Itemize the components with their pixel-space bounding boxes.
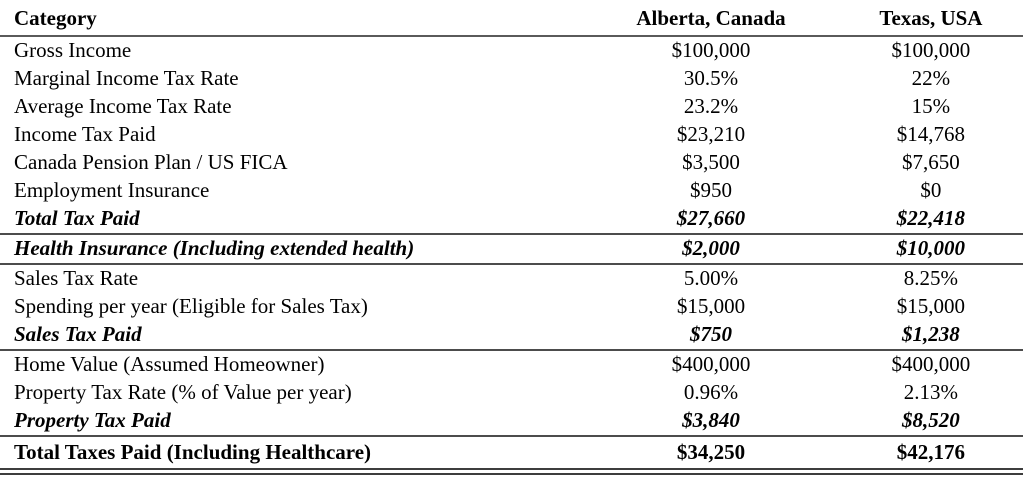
- value-alberta: $2,000: [583, 234, 839, 264]
- value-alberta: 0.96%: [683, 380, 739, 405]
- column-header-texas: Texas, USA: [839, 0, 1023, 36]
- value-texas: $42,176: [839, 436, 1023, 472]
- table-row: [0, 149, 1023, 177]
- row-label: Total Taxes Paid (Including Healthcare): [0, 436, 583, 472]
- row-label: Total Tax Paid: [0, 205, 583, 234]
- value-alberta: 23.2%: [683, 94, 739, 119]
- table-row: [0, 36, 1023, 65]
- value-texas: $10,000: [839, 234, 1023, 264]
- table-row: [0, 379, 1023, 407]
- row-label: Home Value (Assumed Homeowner): [14, 352, 325, 377]
- table-row: [0, 121, 1023, 149]
- header-row: [0, 0, 1023, 36]
- table-row: [0, 177, 1023, 205]
- column-header-category: Category: [0, 0, 583, 36]
- value-alberta: $750: [583, 321, 839, 350]
- value-alberta: $3,840: [583, 407, 839, 436]
- row-label: Gross Income: [14, 38, 132, 63]
- row-label: Marginal Income Tax Rate: [14, 66, 239, 91]
- row-label: Property Tax Paid: [0, 407, 583, 436]
- value-texas: $22,418: [839, 205, 1023, 234]
- row-label: Income Tax Paid: [14, 122, 156, 147]
- row-label: Health Insurance (Including extended health): [0, 234, 583, 264]
- table-header: [0, 0, 1023, 36]
- value-texas: $14,768: [896, 122, 966, 147]
- value-texas: $400,000: [891, 352, 971, 377]
- row-label: Sales Tax Paid: [0, 321, 583, 350]
- value-texas: $7,650: [902, 150, 960, 175]
- table-row: [0, 93, 1023, 121]
- value-alberta: $27,660: [583, 205, 839, 234]
- value-texas: $8,520: [839, 407, 1023, 436]
- table-body: [0, 36, 1023, 472]
- table-row: [0, 436, 1023, 472]
- value-texas: $0: [920, 178, 942, 203]
- value-alberta: $3,500: [682, 150, 740, 175]
- row-label: Sales Tax Rate: [14, 266, 139, 291]
- value-texas: 15%: [911, 94, 951, 119]
- value-texas: $15,000: [896, 294, 966, 319]
- value-alberta: $34,250: [583, 436, 839, 472]
- row-label: Canada Pension Plan / US FICA: [14, 150, 288, 175]
- row-label: Spending per year (Eligible for Sales Tax): [14, 294, 368, 319]
- table-row: [0, 264, 1023, 293]
- value-alberta: 30.5%: [683, 66, 739, 91]
- row-label: Average Income Tax Rate: [14, 94, 232, 119]
- value-texas: $1,238: [839, 321, 1023, 350]
- row-label: Employment Insurance: [14, 178, 210, 203]
- table-row: [0, 205, 1023, 234]
- value-texas: 22%: [911, 66, 951, 91]
- column-header-alberta: Alberta, Canada: [583, 0, 839, 36]
- value-texas: 2.13%: [903, 380, 959, 405]
- value-texas: $100,000: [891, 38, 971, 63]
- value-alberta: $23,210: [676, 122, 746, 147]
- value-texas: 8.25%: [903, 266, 959, 291]
- table-row: [0, 293, 1023, 321]
- value-alberta: $400,000: [671, 352, 751, 377]
- table-row: [0, 407, 1023, 436]
- value-alberta: $950: [689, 178, 732, 203]
- table-row: [0, 350, 1023, 379]
- value-alberta: $100,000: [671, 38, 751, 63]
- value-alberta: 5.00%: [683, 266, 739, 291]
- value-alberta: $15,000: [676, 294, 746, 319]
- table-row: [0, 234, 1023, 264]
- table-row: [0, 321, 1023, 350]
- table-row: [0, 65, 1023, 93]
- row-label: Property Tax Rate (% of Value per year): [14, 380, 352, 405]
